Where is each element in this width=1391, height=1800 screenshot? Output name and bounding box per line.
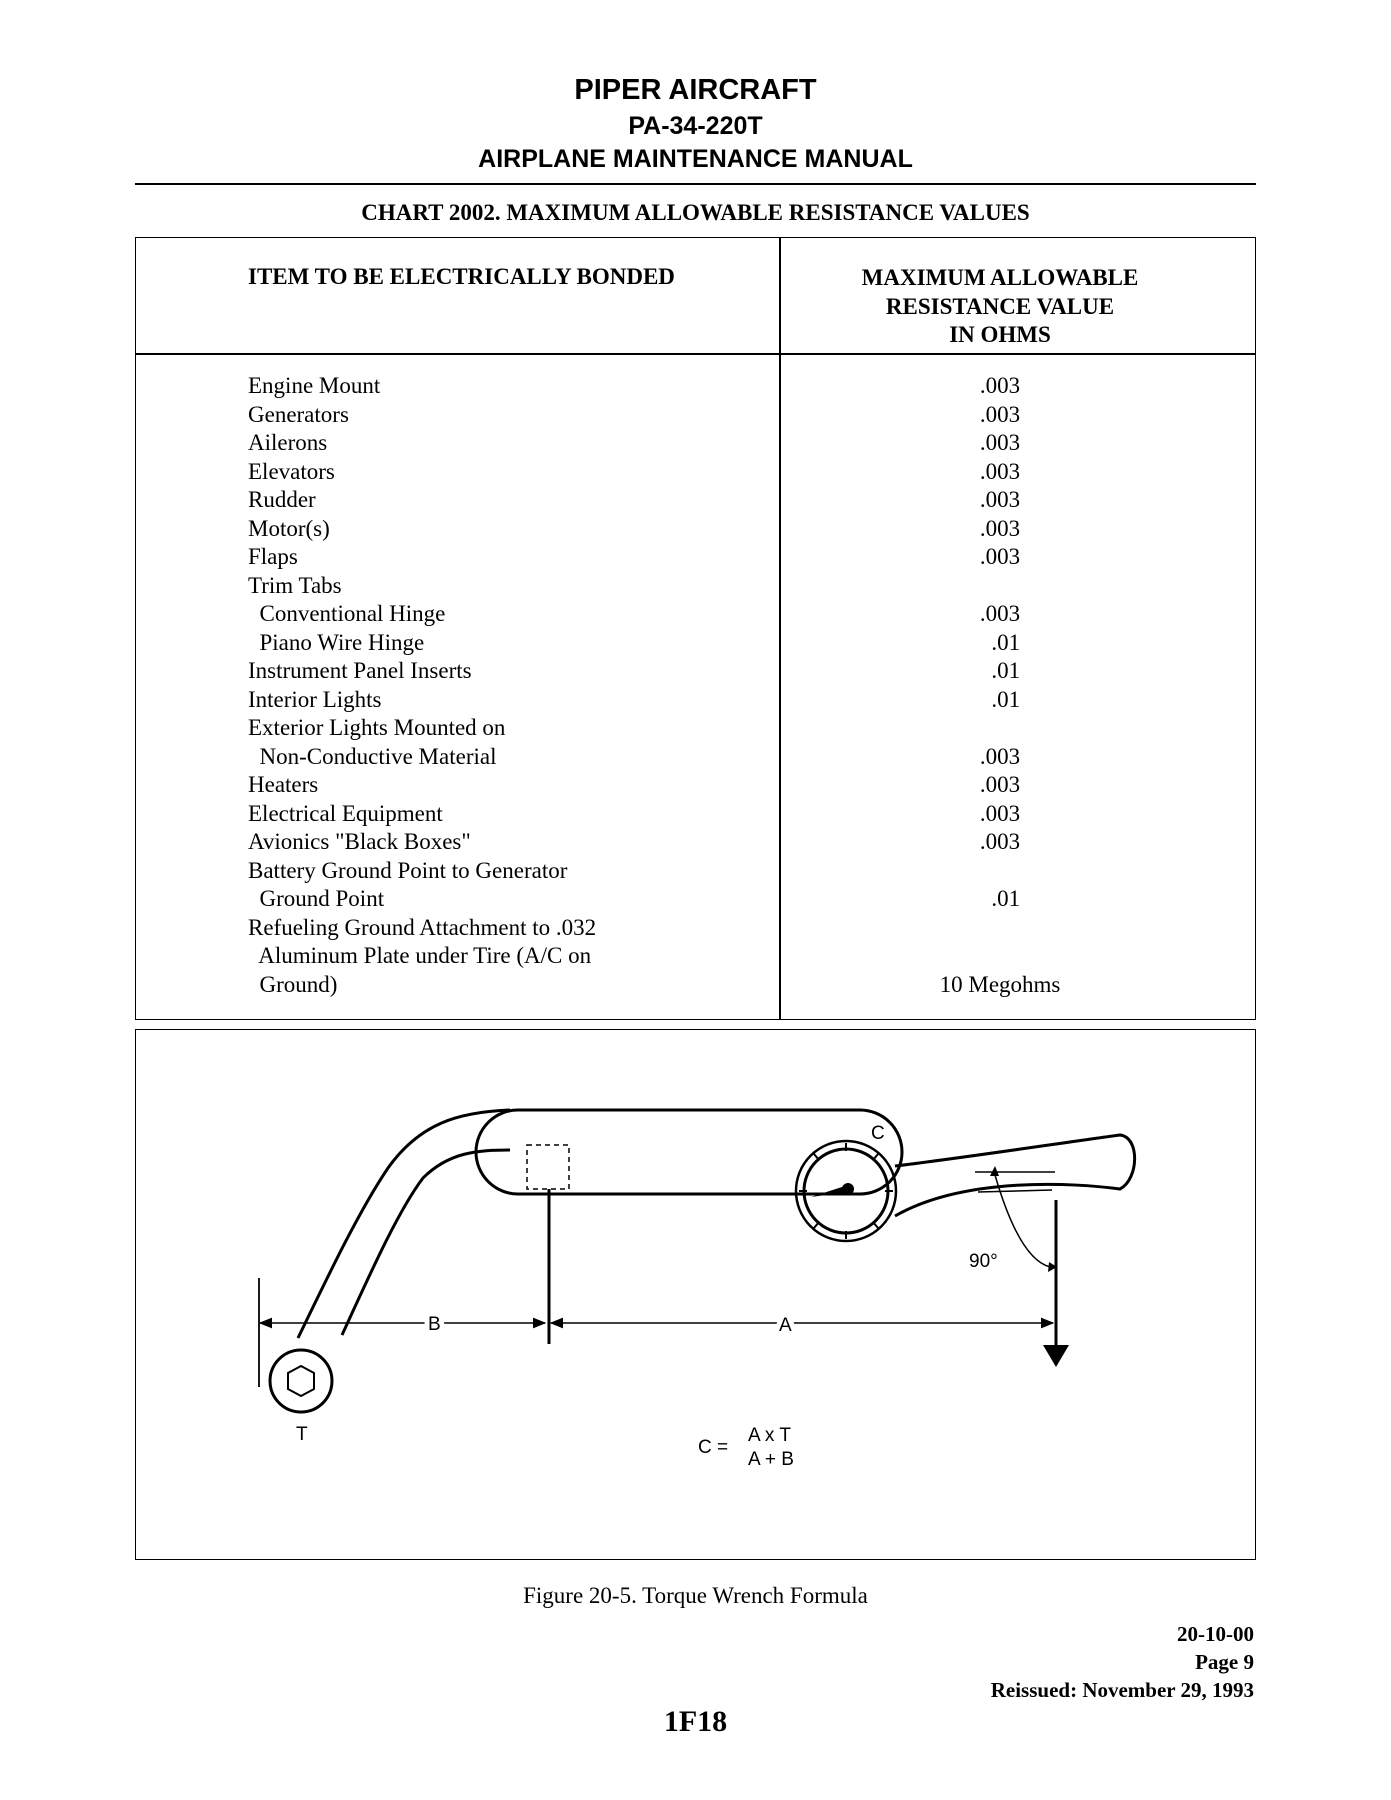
- table-row-item: Engine Mount: [248, 373, 381, 398]
- table-row-item: Interior Lights: [248, 686, 382, 712]
- table-row-item: Ground): [248, 971, 338, 997]
- table-row-value: .003: [979, 743, 1021, 769]
- table-row-value: [800, 572, 1200, 601]
- torque-wrench-diagram: [135, 1029, 1256, 1560]
- label-c: C: [871, 1123, 885, 1144]
- page-number: Page 9: [1195, 1650, 1254, 1674]
- reissue-date: Reissued: November 29, 1993: [990, 1678, 1254, 1702]
- wrench-body: [476, 1110, 902, 1194]
- manual-model: PA-34-220T: [628, 112, 763, 140]
- table-row-value: .003: [979, 515, 1021, 541]
- table-row-value: .01: [979, 658, 1021, 683]
- extension-arm-outer: [298, 1110, 510, 1338]
- table-row-item: Avionics "Black Boxes": [248, 829, 471, 854]
- table-row-value: [800, 857, 1200, 886]
- table-row-item: Aluminum Plate under Tire (A/C on: [248, 943, 592, 968]
- table-row-value: .003: [979, 800, 1021, 826]
- column-header-resistance: [800, 264, 1200, 350]
- socket-ring: [270, 1350, 332, 1412]
- label-t: T: [296, 1424, 308, 1445]
- table-row-value: .003: [979, 401, 1021, 427]
- table-row-item: Rudder: [248, 487, 316, 512]
- socket-hex: [288, 1366, 314, 1396]
- angle-arc-arrow: [990, 1166, 999, 1176]
- table-row-item: Ground Point: [248, 886, 385, 911]
- table-row-value: .01: [979, 629, 1021, 655]
- table-row-item: Elevators: [248, 458, 335, 484]
- table-row-value: .01: [979, 886, 1021, 911]
- table-header-divider: [135, 353, 1256, 355]
- column-header-line: RESISTANCE VALUE: [885, 293, 1115, 319]
- table-row-value: .003: [979, 829, 1021, 854]
- table-row-value: .003: [979, 458, 1021, 484]
- table-row-value: .01: [979, 686, 1021, 712]
- table-row-value: .003: [979, 601, 1021, 626]
- table-row-item: Ailerons: [248, 430, 328, 455]
- table-row-item: Motor(s): [248, 515, 330, 541]
- label-a: A: [779, 1315, 792, 1336]
- table-row-item: Electrical Equipment: [248, 800, 443, 826]
- pivot-square: [527, 1145, 569, 1189]
- column-header-line: IN OHMS: [949, 322, 1051, 347]
- manual-title: AIRPLANE MAINTENANCE MANUAL: [478, 145, 913, 173]
- table-row-item: Non-Conductive Material: [248, 743, 497, 769]
- section-number: 20-10-00: [1177, 1622, 1254, 1646]
- table-row-item: Flaps: [248, 544, 298, 569]
- handle-axis-line: [978, 1190, 1052, 1192]
- label-b: B: [428, 1314, 441, 1335]
- table-row-item: Exterior Lights Mounted on: [248, 715, 506, 740]
- table-row-value: .003: [979, 373, 1021, 398]
- manual-company: PIPER AIRCRAFT: [574, 74, 817, 106]
- table-row-value: [800, 914, 1200, 943]
- table-row-item: Instrument Panel Inserts: [248, 658, 472, 683]
- table-row-value: .003: [979, 772, 1021, 797]
- formula-denominator: A + B: [748, 1449, 794, 1470]
- column-header-item: ITEM TO BE ELECTRICALLY BONDED: [248, 264, 675, 289]
- label-angle: 90°: [969, 1251, 998, 1272]
- table-row-value: .003: [979, 544, 1021, 569]
- table-row-value: 10 Megohms: [939, 971, 1061, 997]
- chart-title: CHART 2002. MAXIMUM ALLOWABLE RESISTANCE VALUES: [361, 200, 1030, 225]
- fiche-number: 1F18: [663, 1705, 728, 1738]
- table-row-item: Generators: [248, 401, 349, 427]
- table-row-item: Trim Tabs: [248, 572, 342, 598]
- dial-hub: [842, 1183, 854, 1195]
- column-header-line: MAXIMUM ALLOWABLE: [861, 265, 1139, 290]
- table-row-item: Battery Ground Point to Generator: [248, 857, 568, 883]
- table-row-value: [800, 714, 1200, 743]
- table-row-value: [800, 942, 1200, 971]
- table-row-item: Heaters: [248, 772, 319, 797]
- wrench-handle: [895, 1135, 1135, 1216]
- table-row-item: Piano Wire Hinge: [248, 629, 425, 655]
- table-row-item: Conventional Hinge: [248, 601, 446, 626]
- formula-lhs: C =: [698, 1437, 729, 1458]
- header-rule: [135, 183, 1256, 185]
- table-row-value: .003: [979, 487, 1021, 512]
- angle-arc: [995, 1175, 1050, 1267]
- force-arrowhead: [1043, 1345, 1069, 1367]
- table-row-item: Refueling Ground Attachment to .032: [248, 914, 597, 940]
- formula-numerator: A x T: [748, 1425, 791, 1446]
- figure-caption: Figure 20-5. Torque Wrench Formula: [523, 1583, 868, 1608]
- table-row-value: .003: [979, 430, 1021, 455]
